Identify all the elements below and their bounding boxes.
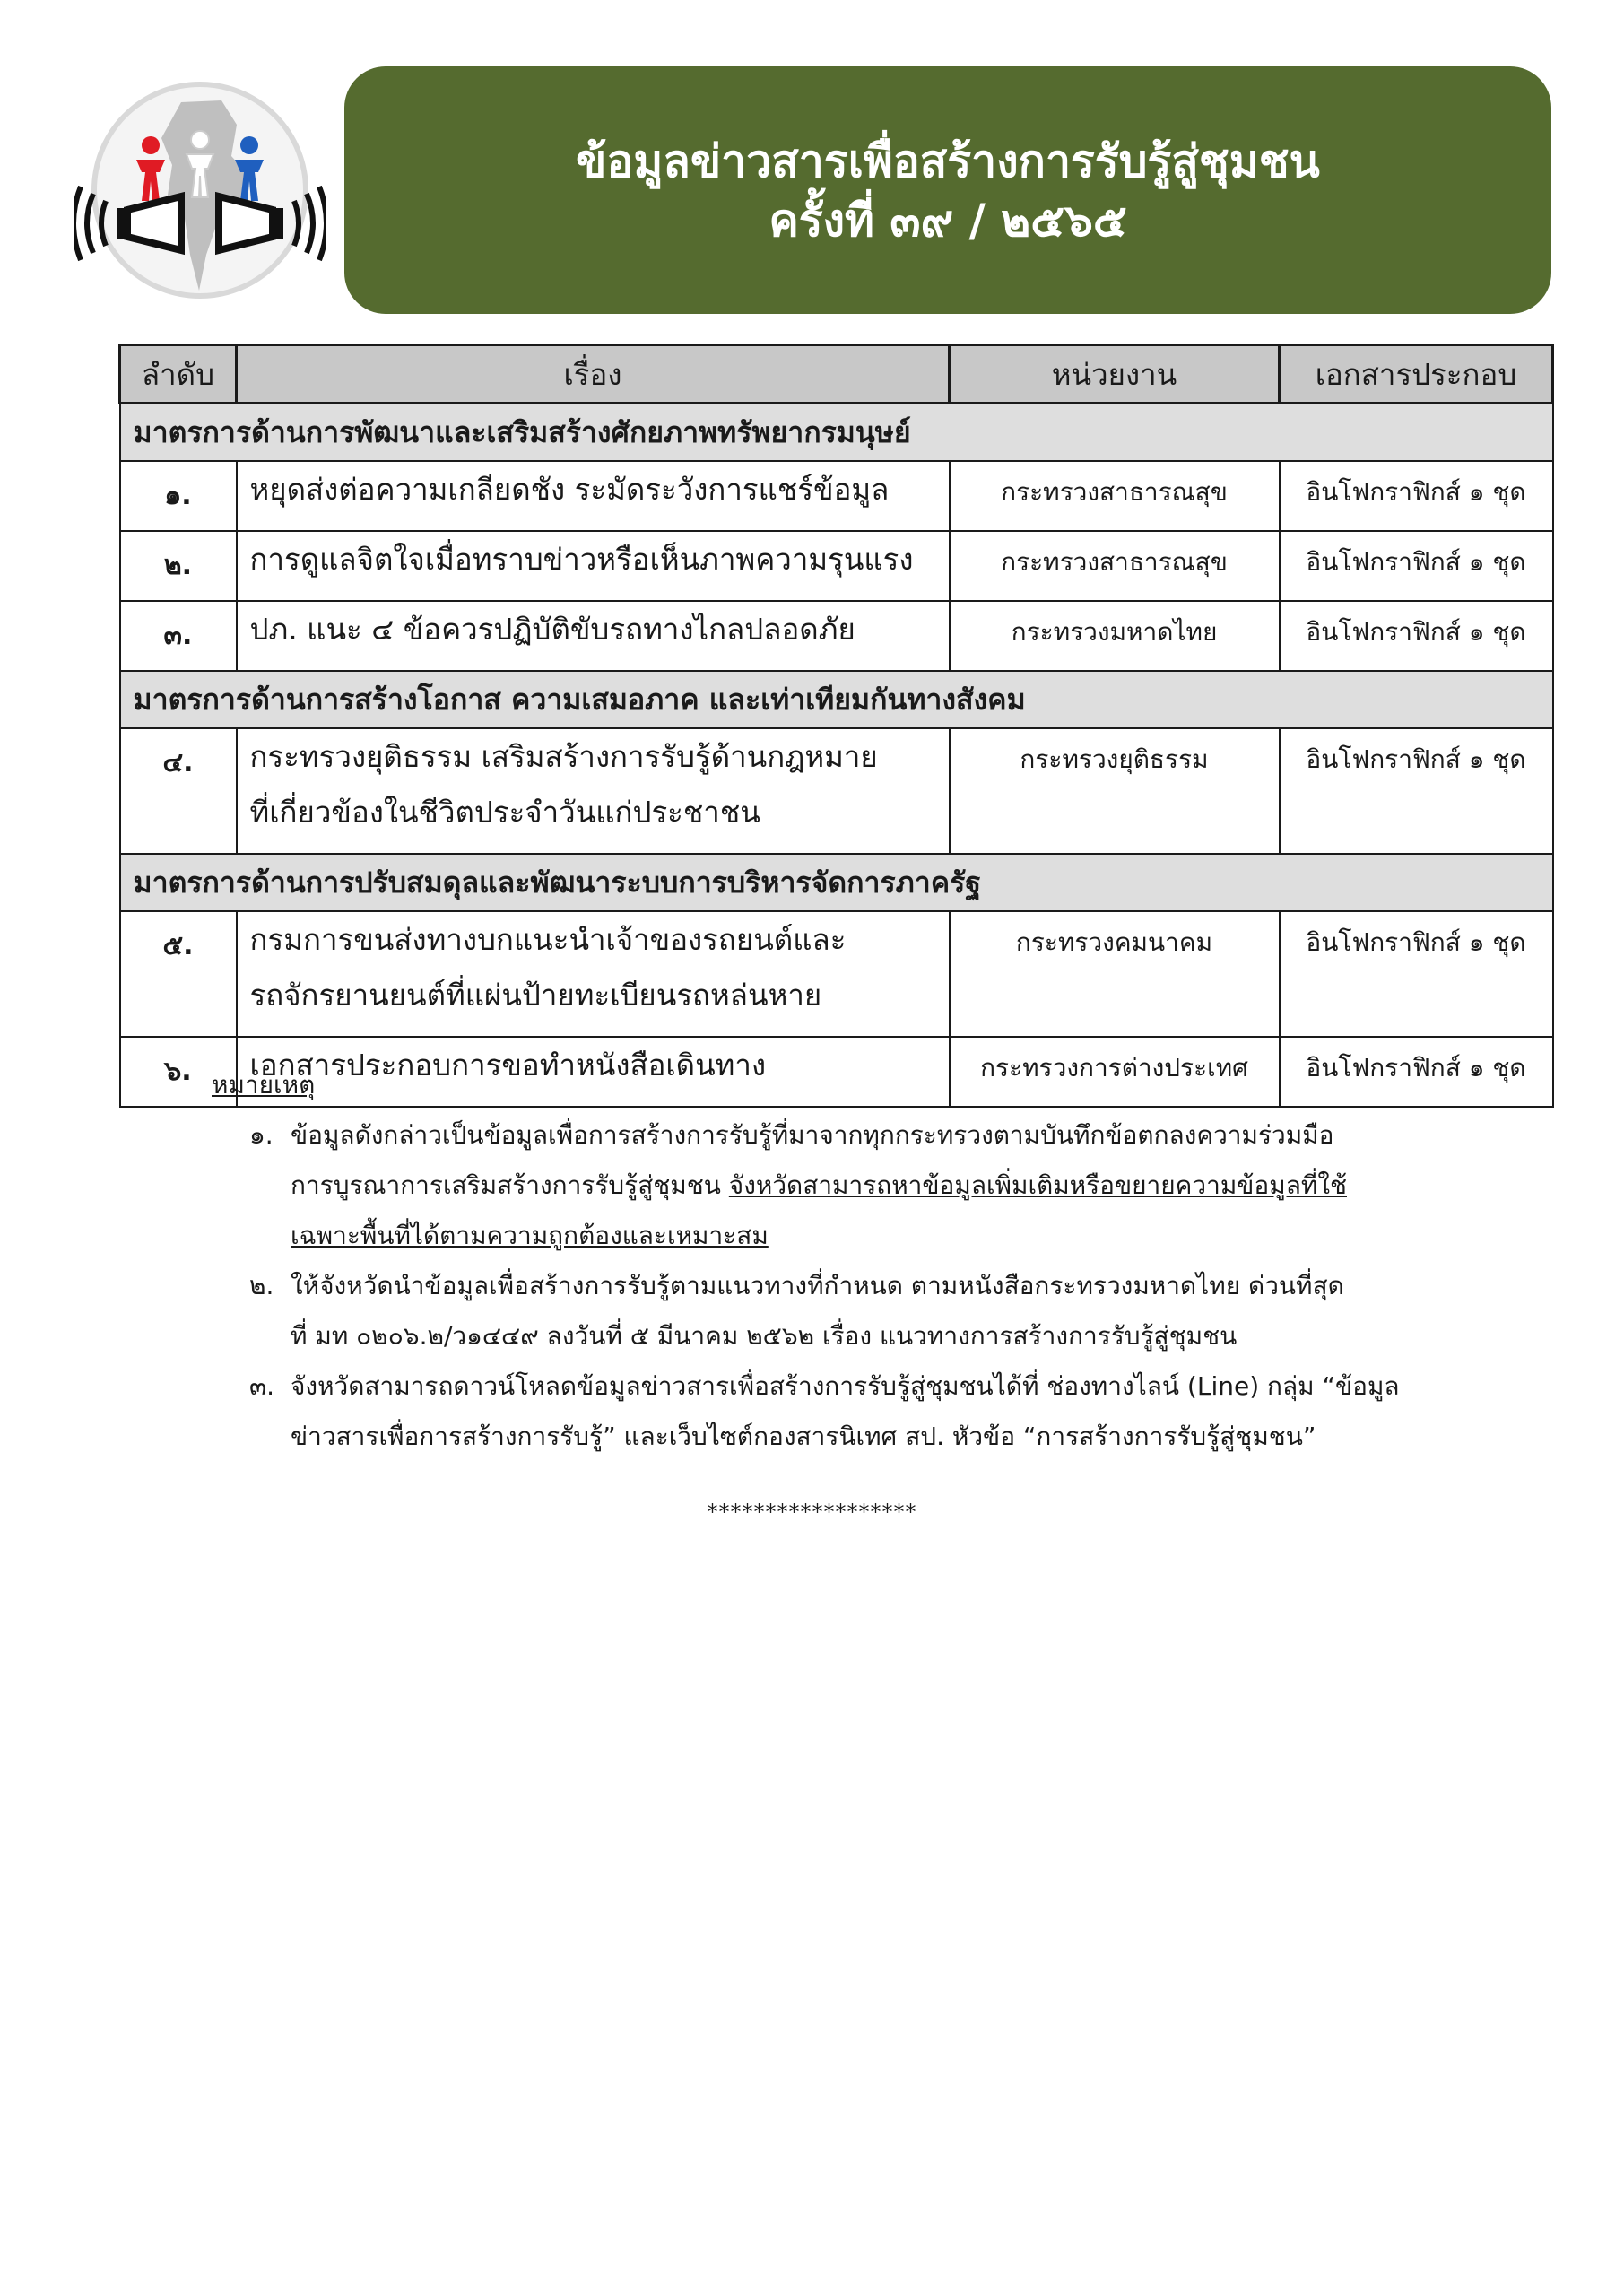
row-number: ๖. [120, 1037, 237, 1107]
row-agency: กระทรวงมหาดไทย [950, 601, 1280, 671]
note-line: ข่าวสารเพื่อการสร้างการรับรู้” และเว็บไซต์กองสารนิเทศ สป. หัวข้อ “การสร้างการรับรู้สู่ชุมชน” [291, 1422, 1316, 1451]
row-subject-line: รถจักรยานยนต์ที่แผ่นป้ายทะเบียนรถหล่นหาย [249, 978, 822, 1013]
row-number: ๑. [120, 461, 237, 531]
row-attachment: อินโฟกราฟิกส์ ๑ ชุด [1280, 728, 1553, 854]
note-line-plain: การบูรณาการเสริมสร้างการรับรู้สู่ชุมชน [291, 1170, 729, 1200]
section-title: มาตรการด้านการพัฒนาและเสริมสร้างศักยภาพทรัพยากรมนุษย์ [120, 404, 1553, 462]
row-number: ๔. [120, 728, 237, 854]
table-row [120, 531, 1553, 601]
section-row [120, 854, 1553, 911]
note-item [212, 1261, 1485, 1361]
note-line: ให้จังหวัดนำข้อมูลเพื่อสร้างการรับรู้ตามแนวทางที่กำหนด ตามหนังสือกระทรวงมหาดไทย ด่วนที่สุด [291, 1271, 1344, 1300]
note-item [212, 1110, 1485, 1261]
notes-heading: หมายเหตุ [212, 1070, 316, 1100]
row-attachment: อินโฟกราฟิกส์ ๑ ชุด [1280, 461, 1553, 531]
row-subject: ปภ. แนะ ๔ ข้อควรปฏิบัติขับรถทางไกลปลอดภัย [237, 601, 950, 671]
note-line: ข้อมูลดังกล่าวเป็นข้อมูลเพื่อการสร้างการรับรู้ที่มาจากทุกกระทรวงตามบันทึกข้อตกลงความร่วมมือ [291, 1120, 1334, 1150]
note-line-underlined: จังหวัดสามารถหาข้อมูลเพิ่มเติมหรือขยายความข้อมูลที่ใช้ [728, 1170, 1347, 1200]
column-header-subject: เรื่อง [237, 345, 950, 404]
header-title-box [344, 66, 1551, 314]
note-number: ๑. [249, 1120, 274, 1150]
row-attachment: อินโฟกราฟิกส์ ๑ ชุด [1280, 531, 1553, 601]
issue-number: ครั้งที่ ๓๙ / ๒๕๖๕ [769, 195, 1127, 247]
row-subject [237, 728, 950, 854]
column-header-number: ลำดับ [120, 345, 237, 404]
note-item [212, 1361, 1485, 1462]
note-number: ๓. [249, 1371, 275, 1401]
row-subject [237, 911, 950, 1037]
row-agency: กระทรวงสาธารณสุข [950, 461, 1280, 531]
row-attachment: อินโฟกราฟิกส์ ๑ ชุด [1280, 911, 1553, 1037]
note-line: ที่ มท ๐๒๐๖.๒/ว๑๔๔๙ ลงวันที่ ๕ มีนาคม ๒๕๖๒ เรื่อง แนวทางการสร้างการรับรู้สู่ชุมชน [291, 1321, 1238, 1351]
column-header-attachment: เอกสารประกอบ [1280, 345, 1553, 404]
row-subject: หยุดส่งต่อความเกลียดชัง ระมัดระวังการแชร์ข้อมูล [237, 461, 950, 531]
row-agency: กระทรวงสาธารณสุข [950, 531, 1280, 601]
row-subject: เอกสารประกอบการขอทำหนังสือเดินทาง [237, 1037, 950, 1107]
section-title: มาตรการด้านการสร้างโอกาส ความเสมอภาค และเท่าเทียมกันทางสังคม [120, 671, 1553, 728]
section-row [120, 404, 1553, 462]
notes-list [212, 1110, 1485, 1462]
note-line [291, 1161, 1485, 1211]
notes-section [212, 1060, 1485, 1462]
row-subject: การดูแลจิตใจเมื่อทราบข่าวหรือเห็นภาพความรุนแรง [237, 531, 950, 601]
row-subject-line: ที่เกี่ยวข้องในชีวิตประจำวันแก่ประชาชน [249, 795, 760, 830]
table-row [120, 728, 1553, 854]
end-separator: ****************** [707, 1500, 917, 1525]
row-attachment: อินโฟกราฟิกส์ ๑ ชุด [1280, 601, 1553, 671]
table-row [120, 461, 1553, 531]
info-table [118, 344, 1554, 1108]
note-text [291, 1261, 1485, 1361]
row-attachment: อินโฟกราฟิกส์ ๑ ชุด [1280, 1037, 1553, 1107]
note-text [291, 1110, 1485, 1261]
row-number: ๒. [120, 531, 237, 601]
table-row [120, 911, 1553, 1037]
note-line-underlined: เฉพาะพื้นที่ได้ตามความถูกต้องและเหมาะสม [291, 1221, 769, 1250]
row-agency: กระทรวงคมนาคม [950, 911, 1280, 1037]
row-number: ๓. [120, 601, 237, 671]
section-row [120, 671, 1553, 728]
row-agency: กระทรวงยุติธรรม [950, 728, 1280, 854]
note-text [291, 1361, 1485, 1462]
note-number: ๒. [249, 1271, 274, 1300]
table-row [120, 601, 1553, 671]
row-subject-line: กรมการขนส่งทางบกแนะนำเจ้าของรถยนต์และ [249, 922, 847, 957]
logo [74, 75, 326, 309]
section-title: มาตรการด้านการปรับสมดุลและพัฒนาระบบการบริหารจัดการภาครัฐ [120, 854, 1553, 911]
column-header-agency: หน่วยงาน [950, 345, 1280, 404]
row-number: ๕. [120, 911, 237, 1037]
megaphone-people-logo-icon [74, 75, 326, 309]
page-title: ข้อมูลข่าวสารเพื่อสร้างการรับรู้สู่ชุมชน [576, 135, 1320, 187]
table-header-row [120, 345, 1553, 404]
row-agency: กระทรวงการต่างประเทศ [950, 1037, 1280, 1107]
row-subject-line: กระทรวงยุติธรรม เสริมสร้างการรับรู้ด้านกฎหมาย [249, 739, 878, 774]
note-line: จังหวัดสามารถดาวน์โหลดข้อมูลข่าวสารเพื่อสร้างการรับรู้สู่ชุมชนได้ที่ ช่องทางไลน์ (Line) กลุ่ม “ข้อมูล [291, 1371, 1400, 1401]
